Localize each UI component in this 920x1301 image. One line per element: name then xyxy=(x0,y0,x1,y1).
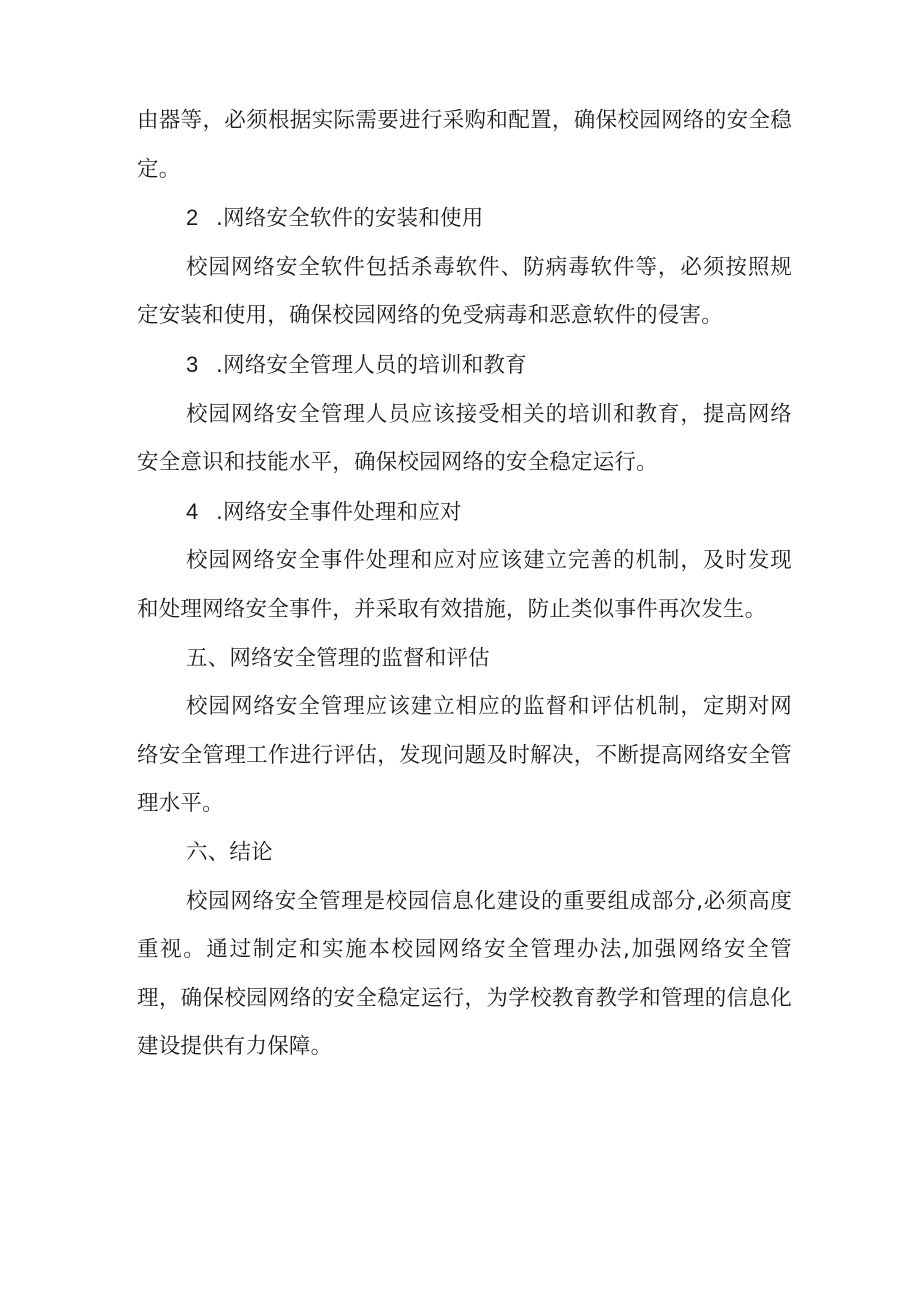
heading-section-six: 六、结论 xyxy=(186,839,273,865)
heading-text: .网络安全事件处理和应对 xyxy=(216,499,462,525)
paragraph-training: 校园网络安全管理人员应该接受相关的培训和教育，提高网络安全意识和技能水平，确保校园网络的安全稳定运行。 xyxy=(137,401,792,476)
heading-number: 3 xyxy=(186,351,199,377)
document-body xyxy=(137,97,792,1072)
heading-number: 2 xyxy=(186,205,199,231)
heading-text: .网络安全软件的安装和使用 xyxy=(216,206,484,232)
heading-text: .网络安全管理人员的培训和教育 xyxy=(216,352,527,378)
heading-software xyxy=(137,194,792,244)
paragraph-incident: 校园网络安全事件处理和应对应该建立完善的机制，及时发现和处理网络安全事件，并采取有效措施，防止类似事件再次发生。 xyxy=(137,548,792,622)
paragraph-supervision: 校园网络安全管理应该建立相应的监督和评估机制，定期对网络安全管理工作进行评估，发现问题及时解决，不断提高网络安全管理水平。 xyxy=(137,694,792,817)
paragraph-continuation: 由器等，必须根据实际需要进行采购和配置，确保校园网络的安全稳定。 xyxy=(137,108,792,182)
heading-training xyxy=(137,341,792,391)
paragraph-conclusion: 校园网络安全管理是校园信息化建设的重要组成部分,必须高度重视。通过制定和实施本校园网络安全管理办法,加强网络安全管理，确保校园网络的安全稳定运行，为学校教育教学和管理的信息化建设提供有力保障。 xyxy=(137,888,792,1060)
paragraph-software: 校园网络安全软件包括杀毒软件、防病毒软件等，必须按照规定安装和使用，确保校园网络的免受病毒和恶意软件的侵害。 xyxy=(137,254,792,329)
heading-incident xyxy=(137,488,792,538)
heading-number: 4 xyxy=(186,498,199,524)
heading-section-five: 五、网络安全管理的监督和评估 xyxy=(186,645,490,671)
